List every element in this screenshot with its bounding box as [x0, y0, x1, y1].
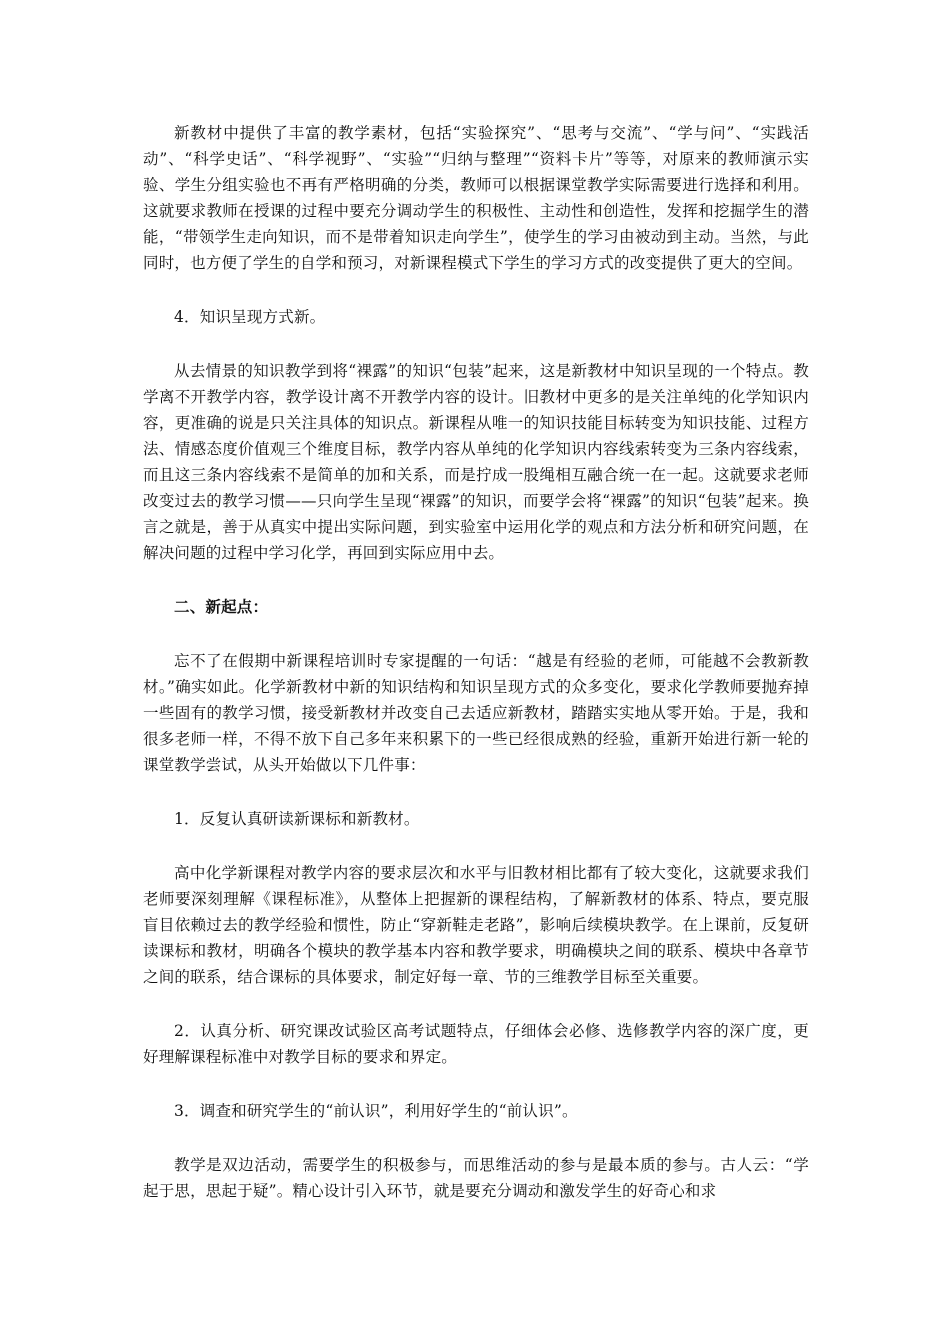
document-page — [143, 120, 809, 1204]
paragraph-teaching-materials: 新教材中提供了丰富的教学素材，包括“实验探究”、“思考与交流”、“学与问”、“实践活动”、“科学史话”、“科学视野”、“实验”“归纳与整理”“资料卡片”等等，对原来的教师演示实验、学生分组实验也不再有严格明确的分类，教师可以根据课堂教学实际需要进行选择和利用。这就要求教师在授课的过程中要充分调动学生的积极性、主动性和创造性，发挥和挖掘学生的潜能，“带领学生走向知识，而不是带着知识走向学生”，使学生的学习由被动到主动。当然，与此同时，也方便了学生的自学和预习，对新课程模式下学生的学习方式的改变提供了更大的空间。 — [143, 124, 809, 272]
paragraph-bilateral-activity: 教学是双边活动，需要学生的积极参与，而思维活动的参与是最本质的参与。古人云：“学起于思，思起于疑”。精心设计引入环节，就是要充分调动和激发学生的好奇心和求 — [143, 1156, 809, 1200]
paragraph-knowledge-presentation: 从去情景的知识教学到将“裸露”的知识“包装”起来，这是新教材中知识呈现的一个特点。教学离不开教学内容，教学设计离不开教学内容的设计。旧教材中更多的是关注单纯的化学知识内容，更准确的说是只关注具体的知识点。新课程从唯一的知识技能目标转变为知识技能、过程方法、情感态度价值观三个维度目标，教学内容从单纯的化学知识内容线索转变为三条内容线索，而且这三条内容线索不是简单的加和关系，而是拧成一股绳相互融合统一在一起。这就要求老师改变过去的教学习惯——只向学生呈现“裸露”的知识，而要学会将“裸露”的知识“包装”起来。换言之就是，善于从真实中提出实际问题，到实验室中运用化学的观点和方法分析和研究问题，在解决问题的过程中学习化学，再回到实际应用中去。 — [143, 362, 809, 562]
section-heading-new-starting-point: 二、新起点： — [174, 597, 269, 616]
item-1-heading: 1．反复认真研读新课标和新教材。 — [174, 810, 420, 828]
item-4-heading: 4．知识呈现方式新。 — [174, 308, 326, 326]
item-2-paragraph: 2．认真分析、研究课改试验区高考试题特点，仔细体会必修、选修教学内容的深广度，更好理解课程标准中对教学目标的要求和界定。 — [143, 1022, 809, 1066]
paragraph-expert-reminder: 忘不了在假期中新课程培训时专家提醒的一句话：“越是有经验的老师，可能越不会教新教材。”确实如此。化学新教材中新的知识结构和知识呈现方式的众多变化，要求化学教师要抛弃掉一些固有的教学习惯，接受新教材并改变自己去适应新教材，踏踏实实地从零开始。于是，我和很多老师一样，不得不放下自己多年来积累下的一些已经很成熟的经验，重新开始进行新一轮的课堂教学尝试，从头开始做以下几件事： — [143, 652, 809, 774]
item-3-heading: 3．调查和研究学生的“前认识”，利用好学生的“前认识”。 — [174, 1102, 578, 1120]
paragraph-curriculum-standards: 高中化学新课程对教学内容的要求层次和水平与旧教材相比都有了较大变化，这就要求我们老师要深刻理解《课程标准》，从整体上把握新的课程结构，了解新教材的体系、特点，要克服盲目依赖过去的教学经验和惯性，防止“穿新鞋走老路”，影响后续模块教学。在上课前，反复研读课标和教材，明确各个模块的教学基本内容和教学要求，明确模块之间的联系、模块中各章节之间的联系，结合课标的具体要求，制定好每一章、节的三维教学目标至关重要。 — [143, 864, 809, 986]
